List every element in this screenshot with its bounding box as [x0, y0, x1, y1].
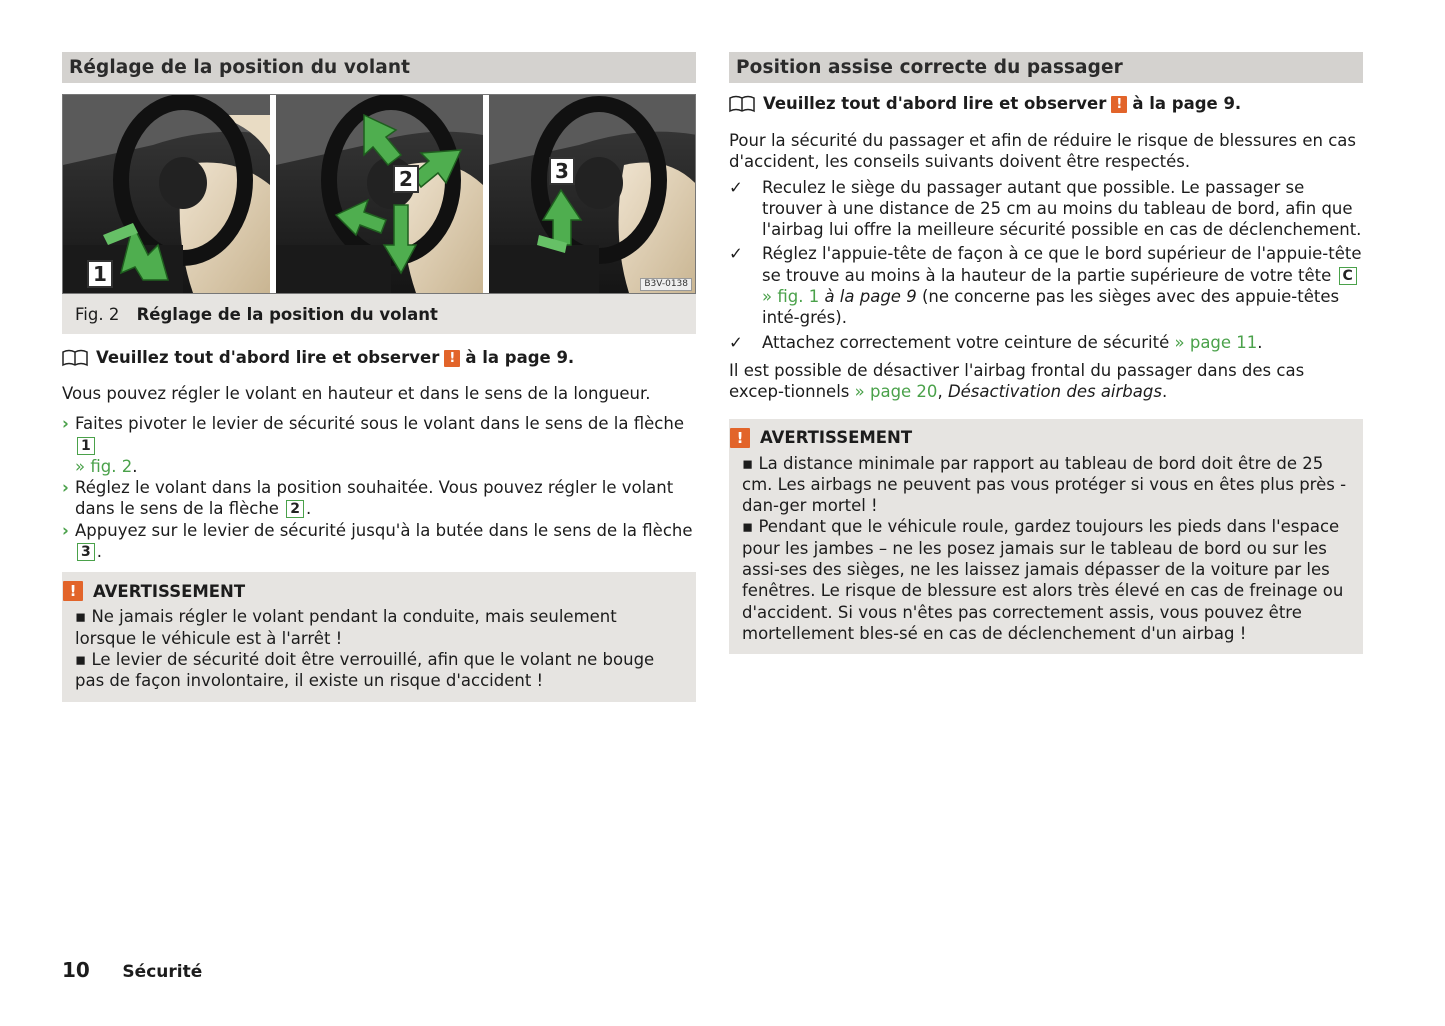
section-ref: Désactivation des airbags [947, 382, 1162, 402]
step-item [62, 520, 696, 563]
read-first-text: Veuillez tout d'abord lire et observer [763, 94, 1107, 113]
para-end: . [1161, 382, 1168, 402]
chevron-right-icon: › [62, 478, 69, 498]
warning-text: La distance minimale par rapport au tableau de bord doit être de 25 cm. Les airbags ne peuvent pas vous protéger si vous en êtes plus près - dan-ger mortel ! [742, 453, 1347, 516]
right-column [729, 52, 1363, 654]
step-end: . [96, 542, 102, 562]
steps-list [62, 413, 696, 562]
warning-text: Ne jamais régler le volant pendant la conduite, mais seulement lorsque le véhicule est à l'arrêt ! [75, 607, 617, 648]
warning-text: Le levier de sécurité doit être verrouillé, afin que le volant ne bouge pas de façon involontaire, il existe un risque d'accident ! [75, 649, 655, 691]
step-item [62, 477, 696, 520]
check-item [729, 177, 1363, 241]
chevron-right-icon: › [62, 520, 69, 540]
arrow-ref-box: 2 [286, 500, 304, 518]
read-first-page-link[interactable]: à la page 9. [465, 348, 575, 367]
warning-icon: ! [63, 581, 83, 601]
step-text: Faites pivoter le levier de sécurité sous le volant dans le sens de la flèche [75, 414, 684, 434]
page-link[interactable]: » page 20 [854, 382, 938, 402]
warning-text: Pendant que le véhicule roule, gardez toujours les pieds dans l'espace pour les jambes – ne les posez jamais sur le tableau de bord ou sur les assi-ses des sièges, ne les laissez jamais dépasser de la voiture par les fenêtres. Le risque de blessure est alors très élevé en cas de freinage ou d'accident. Si vous n'êtes pas correctement assis, vous pouvez être mortellement bles-sé en cas de déclenchement d'un airbag ! [742, 517, 1344, 643]
step-item [62, 413, 696, 477]
section-heading-passenger: Position assise correcte du passager [729, 52, 1363, 83]
warning-box-steering [62, 572, 696, 701]
page-footer [62, 958, 202, 982]
callout-2: 2 [393, 165, 419, 193]
check-text: Reculez le siège du passager autant que possible. Le passager se trouver à une distance de 25 cm au moins du tableau de bord, afin que l'airbag lui offre la meilleure sécurité possible en cas de déclenchement. [762, 177, 1362, 240]
warning-title: AVERTISSEMENT [760, 427, 913, 447]
warning-item: ▪ Pendant que le véhicule roule, gardez toujours les pieds dans l'espace pour les jambes – ne les posez jamais sur le tableau de bord ou sur les assi-ses des sièges, ne les laissez jamais dépasser de la voiture par les fenêtres. Le risque de blessure est alors très élevé en cas de freinage ou d'accident. Si vous n'êtes pas correctement assis, vous pouvez être mortellement bles-sé en cas de déclenchement d'un airbag ! [742, 517, 1344, 643]
para-text: Il est possible de désactiver l'airbag frontal du passager dans des cas excep-tionnels [729, 360, 1305, 402]
step-end: . [132, 456, 138, 476]
check-text: Réglez l'appuie-tête de façon à ce que le bord supérieur de l'appuie-tête se trouve au moins à la hauteur de la partie supérieure de votre tête [762, 244, 1362, 285]
warning-icon: ! [730, 428, 750, 448]
warning-item: ▪ Ne jamais régler le volant pendant la conduite, mais seulement lorsque le véhicule est à l'arrêt ! [75, 607, 617, 648]
check-icon: ✓ [729, 177, 743, 197]
callout-3: 3 [549, 157, 575, 185]
figure-number: Fig. 2 [75, 305, 120, 324]
read-first-notice [729, 92, 1363, 116]
check-end: (ne concerne pas les sièges avec des appuie-têtes inté-grés). [762, 287, 1340, 328]
page-link[interactable]: » page 11 [1174, 332, 1258, 352]
warning-box-passenger [729, 419, 1363, 655]
intro-paragraph: Pour la sécurité du passager et afin de réduire le risque de blessures en cas d'accident, les conseils suivants doivent être respectés. [729, 131, 1357, 172]
warning-title: AVERTISSEMENT [93, 581, 246, 601]
fig-link[interactable]: » fig. 1 [762, 287, 820, 307]
book-icon [62, 349, 88, 367]
left-column [62, 52, 696, 702]
read-first-text: Veuillez tout d'abord lire et observer [96, 348, 440, 367]
footer-section: Sécurité [122, 962, 203, 982]
figure-steering-wheel [62, 94, 696, 294]
step-text: Réglez le volant dans la position souhaitée. Vous pouvez régler le volant dans le sens de la flèche [75, 478, 674, 519]
arrow-ref-box: 1 [77, 437, 95, 455]
page-ref: à la page 9 [824, 287, 917, 307]
panel-3 [489, 95, 696, 293]
book-icon [729, 95, 755, 113]
panel-2 [276, 95, 483, 293]
callout-1: 1 [87, 260, 113, 288]
check-icon: ✓ [729, 244, 743, 264]
airbag-paragraph: Il est possible de désactiver l'airbag frontal du passager dans des cas excep-tionnels » page 20, Désactivation des airbags. [729, 360, 1305, 402]
read-first-page-link[interactable]: à la page 9. [1132, 94, 1242, 113]
warning-item: ▪ Le levier de sécurité doit être verrouillé, afin que le volant ne bouge pas de façon involontaire, il existe un risque d'accident ! [75, 649, 655, 691]
step-text: Appuyez sur le levier de sécurité jusqu'à la butée dans le sens de la flèche [75, 520, 693, 540]
arrow-ref-box: 3 [77, 543, 95, 561]
headrest-ref-box: C [1339, 267, 1357, 285]
warning-icon: ! [444, 350, 460, 367]
step-end: . [305, 499, 312, 519]
read-first-notice [62, 346, 696, 370]
section-heading-steering: Réglage de la position du volant [62, 52, 696, 83]
figure-caption [62, 294, 696, 334]
check-text: Attachez correctement votre ceinture de sécurité [762, 332, 1170, 352]
warning-heading [63, 580, 683, 602]
chevron-right-icon: › [62, 414, 69, 434]
page-number: 10 [62, 958, 90, 982]
figure-code: B3V-0138 [640, 278, 692, 291]
warning-heading [730, 427, 1350, 449]
check-item [729, 243, 1363, 328]
warning-icon: ! [1111, 96, 1127, 113]
fig-link[interactable]: » fig. 2 [75, 456, 133, 476]
check-icon: ✓ [729, 332, 743, 352]
check-item [729, 332, 1363, 353]
intro-paragraph: Vous pouvez régler le volant en hauteur et dans le sens de la longueur. [62, 384, 651, 403]
steering-illustration [63, 95, 696, 293]
check-end: . [1257, 332, 1263, 352]
checks-list [729, 177, 1363, 353]
warning-item: ▪ La distance minimale par rapport au tableau de bord doit être de 25 cm. Les airbags ne peuvent pas vous protéger si vous en êtes plus près - dan-ger mortel ! [742, 453, 1347, 516]
figure-title: Réglage de la position du volant [136, 305, 438, 324]
